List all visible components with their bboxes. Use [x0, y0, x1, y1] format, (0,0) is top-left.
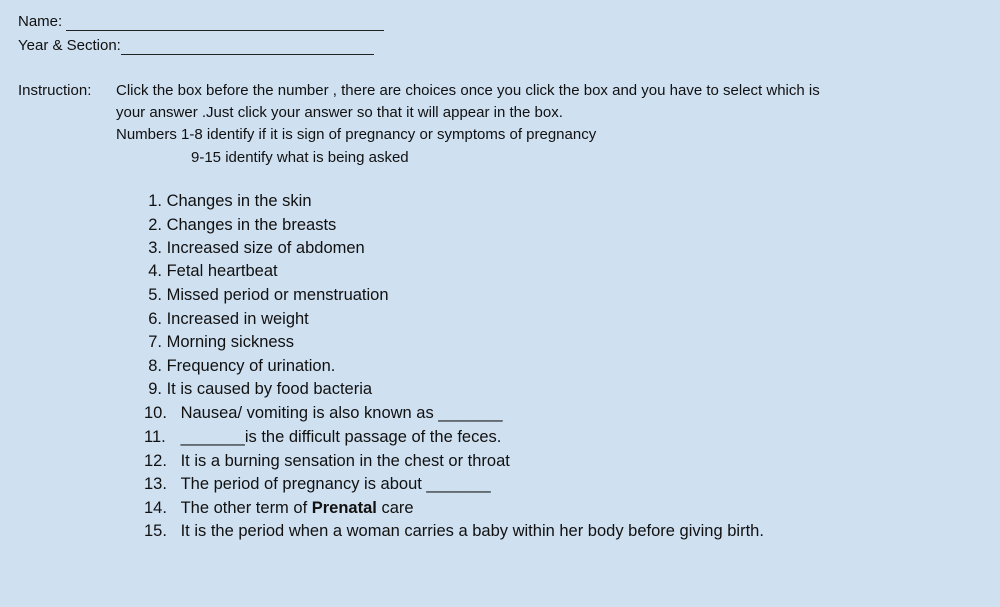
instruction-line-1: Click the box before the number , there are choices once you click the box and you have to select which is [116, 82, 820, 99]
item-number: 1. [148, 192, 162, 210]
list-item-6 [144, 309, 309, 329]
list-item-13 [144, 474, 491, 494]
item-number: 2. [148, 216, 162, 234]
item-number: 8. [148, 357, 162, 375]
item-number: 9. [148, 380, 162, 398]
item-number: 7. [148, 333, 162, 351]
item-number: 12. [144, 452, 167, 470]
item-number: 4. [148, 262, 162, 280]
item-text [181, 499, 414, 517]
list-item-12 [144, 451, 510, 471]
name-row [18, 13, 384, 31]
item-text: Morning sickness [166, 333, 295, 351]
item-text-before: The other term of [180, 499, 312, 517]
name-blank [66, 16, 384, 31]
item-number: 3. [148, 239, 162, 257]
list-item-9 [144, 379, 372, 399]
list-item-5 [144, 285, 389, 305]
item-text-after: care [376, 499, 414, 517]
item-number: 6. [148, 310, 162, 328]
list-item-4 [144, 261, 278, 281]
list-item-15 [144, 521, 764, 541]
item-text: Increased in weight [166, 310, 309, 328]
list-item-8 [144, 356, 335, 376]
list-item-10 [144, 403, 503, 423]
item-text: It is the period when a woman carries a baby within her body before giving birth. [180, 522, 764, 540]
name-label: Name: [18, 13, 63, 30]
instruction-line-3: Numbers 1-8 identify if it is sign of pregnancy or symptoms of pregnancy [116, 126, 597, 143]
item-text: Missed period or menstruation [166, 286, 389, 304]
item-text: The period of pregnancy is about _______ [180, 475, 491, 493]
item-text: _______is the difficult passage of the feces. [180, 428, 502, 446]
item-number: 14. [144, 499, 167, 517]
list-item-7 [144, 332, 294, 352]
item-number: 10. [144, 404, 167, 422]
instruction-line-4: 9-15 identify what is being asked [191, 149, 409, 166]
item-text: Frequency of urination. [166, 357, 336, 375]
item-text: It is a burning sensation in the chest or throat [180, 452, 510, 470]
list-item-2 [144, 215, 336, 235]
list-item-14 [144, 498, 414, 518]
item-text: Changes in the breasts [166, 216, 337, 234]
item-number: 5. [148, 286, 162, 304]
list-item-3 [144, 238, 365, 258]
item-text: Changes in the skin [166, 192, 312, 210]
instruction-label: Instruction: [18, 82, 92, 99]
item-number: 15. [144, 522, 167, 540]
section-blank [121, 40, 374, 55]
instruction-line-2: your answer .Just click your answer so that it will appear in the box. [116, 104, 563, 121]
item-number: 13. [144, 475, 167, 493]
item-text: Increased size of abdomen [166, 239, 365, 257]
list-item-1 [144, 191, 312, 211]
item-text-bold: Prenatal [311, 499, 377, 517]
section-row [18, 37, 374, 55]
item-text: Fetal heartbeat [166, 262, 278, 280]
item-text: Nausea/ vomiting is also known as _______ [180, 404, 503, 422]
list-item-11 [144, 427, 501, 447]
item-text: It is caused by food bacteria [166, 380, 373, 398]
section-label: Year & Section: [18, 37, 121, 54]
item-number: 11. [144, 428, 166, 446]
